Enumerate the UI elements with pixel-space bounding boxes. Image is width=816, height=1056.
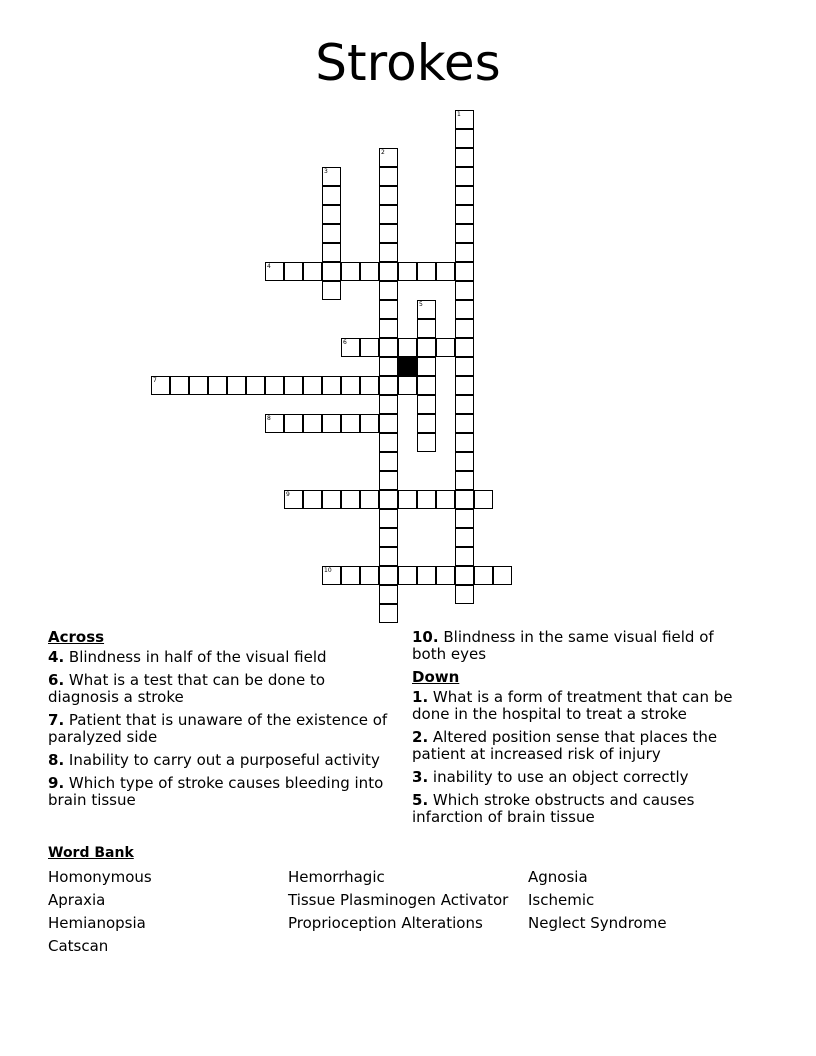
grid-cell[interactable] xyxy=(322,205,341,224)
grid-cell[interactable] xyxy=(417,357,436,376)
grid-cell[interactable] xyxy=(341,414,360,433)
grid-cell[interactable] xyxy=(455,110,474,129)
grid-cell[interactable] xyxy=(436,566,455,585)
grid-cell[interactable] xyxy=(398,566,417,585)
grid-cell-number: 1 xyxy=(457,111,461,118)
grid-cell[interactable] xyxy=(341,376,360,395)
grid-cell[interactable] xyxy=(360,338,379,357)
grid-cell[interactable] xyxy=(379,357,398,376)
grid-cell[interactable] xyxy=(284,262,303,281)
grid-cell[interactable] xyxy=(436,338,455,357)
grid-cell[interactable] xyxy=(189,376,208,395)
grid-cell[interactable] xyxy=(379,414,398,433)
grid-cell[interactable] xyxy=(151,376,170,395)
grid-cell[interactable] xyxy=(455,167,474,186)
word-bank-item: Hemorrhagic xyxy=(288,868,385,886)
grid-cell-number: 2 xyxy=(381,149,385,156)
grid-cell[interactable] xyxy=(379,319,398,338)
clue-across-7: 7. Patient that is unaware of the existence of paralyzed side xyxy=(48,711,388,746)
grid-cell[interactable] xyxy=(455,281,474,300)
grid-cell[interactable] xyxy=(455,148,474,167)
grid-cell[interactable] xyxy=(455,585,474,604)
grid-cell[interactable] xyxy=(379,281,398,300)
grid-cell[interactable] xyxy=(417,566,436,585)
grid-cell[interactable] xyxy=(417,395,436,414)
grid-cell[interactable] xyxy=(379,452,398,471)
grid-cell[interactable] xyxy=(170,376,189,395)
grid-cell[interactable] xyxy=(265,414,284,433)
grid-cell[interactable] xyxy=(379,490,398,509)
grid-cell[interactable] xyxy=(474,490,493,509)
grid-cell-number: 9 xyxy=(286,491,290,498)
grid-cell[interactable] xyxy=(322,566,341,585)
word-bank-item: Homonymous xyxy=(48,868,152,886)
grid-cell[interactable] xyxy=(455,300,474,319)
grid-cell[interactable] xyxy=(379,338,398,357)
grid-cell[interactable] xyxy=(398,376,417,395)
grid-cell[interactable] xyxy=(417,433,436,452)
down-heading: Down xyxy=(412,668,460,686)
grid-cell[interactable] xyxy=(303,262,322,281)
grid-cell[interactable] xyxy=(284,414,303,433)
grid-cell[interactable] xyxy=(455,547,474,566)
grid-cell[interactable] xyxy=(417,490,436,509)
grid-cell[interactable] xyxy=(417,262,436,281)
grid-cell[interactable] xyxy=(455,129,474,148)
grid-cell-number: 10 xyxy=(324,567,332,574)
grid-cell[interactable] xyxy=(379,148,398,167)
grid-cell[interactable] xyxy=(493,566,512,585)
grid-cell[interactable] xyxy=(246,376,265,395)
word-bank-item: Proprioception Alterations xyxy=(288,914,483,932)
grid-cell[interactable] xyxy=(341,262,360,281)
grid-cell[interactable] xyxy=(322,414,341,433)
grid-cell[interactable] xyxy=(322,167,341,186)
grid-cell-number: 3 xyxy=(324,168,328,175)
grid-cell[interactable] xyxy=(417,319,436,338)
grid-cell[interactable] xyxy=(455,490,474,509)
grid-cell[interactable] xyxy=(379,224,398,243)
grid-cell[interactable] xyxy=(455,509,474,528)
page-title: Strokes xyxy=(315,34,501,92)
grid-cell[interactable] xyxy=(360,262,379,281)
word-bank-item: Tissue Plasminogen Activator xyxy=(288,891,509,909)
grid-cell[interactable] xyxy=(455,319,474,338)
grid-cell[interactable] xyxy=(379,243,398,262)
grid-cell[interactable] xyxy=(379,167,398,186)
grid-cell[interactable] xyxy=(417,300,436,319)
grid-cell[interactable] xyxy=(322,243,341,262)
grid-cell-number: 6 xyxy=(343,339,347,346)
grid-cell[interactable] xyxy=(360,566,379,585)
grid-cell[interactable] xyxy=(417,338,436,357)
grid-cell[interactable] xyxy=(379,566,398,585)
grid-cell[interactable] xyxy=(379,471,398,490)
grid-cell[interactable] xyxy=(322,281,341,300)
grid-cell[interactable] xyxy=(455,186,474,205)
grid-cell[interactable] xyxy=(379,376,398,395)
clue-across-4: 4. Blindness in half of the visual field xyxy=(48,648,327,666)
grid-cell[interactable] xyxy=(455,205,474,224)
grid-cell[interactable] xyxy=(303,490,322,509)
word-bank-item: Catscan xyxy=(48,937,109,955)
grid-cell[interactable] xyxy=(360,376,379,395)
clue-down-1: 1. What is a form of treatment that can be done in the hospital to treat a stroke xyxy=(412,688,733,723)
word-bank-item: Hemianopsia xyxy=(48,914,146,932)
word-bank-item: Apraxia xyxy=(48,891,106,909)
grid-cell[interactable] xyxy=(208,376,227,395)
grid-cell[interactable] xyxy=(341,338,360,357)
grid-cell[interactable] xyxy=(455,376,474,395)
across-clues xyxy=(48,629,388,815)
grid-cell[interactable] xyxy=(417,376,436,395)
grid-cell[interactable] xyxy=(379,528,398,547)
grid-cell[interactable] xyxy=(379,547,398,566)
word-bank-item: Neglect Syndrome xyxy=(528,914,667,932)
grid-cell[interactable] xyxy=(455,471,474,490)
grid-cell[interactable] xyxy=(379,604,398,623)
grid-cell[interactable] xyxy=(455,338,474,357)
grid-cell[interactable] xyxy=(455,395,474,414)
grid-cell[interactable] xyxy=(455,528,474,547)
clue-down-3: 3. inability to use an object correctly xyxy=(412,768,689,786)
grid-cell[interactable] xyxy=(322,376,341,395)
grid-cell-number: 8 xyxy=(267,415,271,422)
grid-cell[interactable] xyxy=(455,262,474,281)
grid-cell[interactable] xyxy=(455,414,474,433)
grid-cell[interactable] xyxy=(303,376,322,395)
grid-cell[interactable] xyxy=(360,414,379,433)
grid-cell[interactable] xyxy=(398,262,417,281)
grid-cell[interactable] xyxy=(379,186,398,205)
grid-cell[interactable] xyxy=(455,452,474,471)
word-bank-item: Agnosia xyxy=(528,868,588,886)
clue-across-8: 8. Inability to carry out a purposeful activity xyxy=(48,751,380,769)
grid-cell-number: 4 xyxy=(267,263,271,270)
grid-cell[interactable] xyxy=(265,376,284,395)
word-bank-heading: Word Bank xyxy=(48,845,134,861)
grid-cell[interactable] xyxy=(455,357,474,376)
grid-cell[interactable] xyxy=(360,490,379,509)
clue-across-9: 9. Which type of stroke causes bleeding into brain tissue xyxy=(48,774,384,809)
grid-black-cell xyxy=(398,357,417,376)
grid-cell[interactable] xyxy=(341,566,360,585)
word-bank xyxy=(48,845,768,955)
right-clue-column xyxy=(412,629,752,832)
grid-cell-number: 7 xyxy=(153,377,157,384)
grid-cell[interactable] xyxy=(417,414,436,433)
grid-cell[interactable] xyxy=(379,300,398,319)
grid-cell[interactable] xyxy=(265,262,284,281)
grid-cell[interactable] xyxy=(322,490,341,509)
grid-cell-number: 5 xyxy=(419,301,423,308)
grid-cell[interactable] xyxy=(322,186,341,205)
clue-across-6: 6. What is a test that can be done to diagnosis a stroke xyxy=(48,671,326,706)
grid-cell[interactable] xyxy=(398,338,417,357)
grid-cell[interactable] xyxy=(284,376,303,395)
grid-cell[interactable] xyxy=(379,585,398,604)
grid-cell[interactable] xyxy=(455,566,474,585)
clue-down-2: 2. Altered position sense that places the patient at increased risk of injury xyxy=(412,728,718,763)
grid-cell[interactable] xyxy=(379,205,398,224)
word-bank-item: Ischemic xyxy=(528,891,595,909)
grid-cell[interactable] xyxy=(455,224,474,243)
grid-cell[interactable] xyxy=(379,509,398,528)
grid-cell[interactable] xyxy=(398,490,417,509)
grid-cell[interactable] xyxy=(322,262,341,281)
grid-cell[interactable] xyxy=(303,414,322,433)
grid-cell[interactable] xyxy=(436,490,455,509)
grid-cell[interactable] xyxy=(455,433,474,452)
grid-cell[interactable] xyxy=(322,224,341,243)
grid-cell[interactable] xyxy=(379,433,398,452)
grid-cell[interactable] xyxy=(455,243,474,262)
grid-cell[interactable] xyxy=(436,262,455,281)
clue-down-5: 5. Which stroke obstructs and causes infarction of brain tissue xyxy=(412,791,695,826)
grid-cell[interactable] xyxy=(379,262,398,281)
grid-cell[interactable] xyxy=(379,395,398,414)
grid-cell[interactable] xyxy=(227,376,246,395)
grid-cell[interactable] xyxy=(284,490,303,509)
grid-cell[interactable] xyxy=(474,566,493,585)
grid-cell[interactable] xyxy=(341,490,360,509)
across-heading: Across xyxy=(48,628,105,646)
clue-across-10: 10. Blindness in the same visual field of both eyes xyxy=(412,628,714,663)
